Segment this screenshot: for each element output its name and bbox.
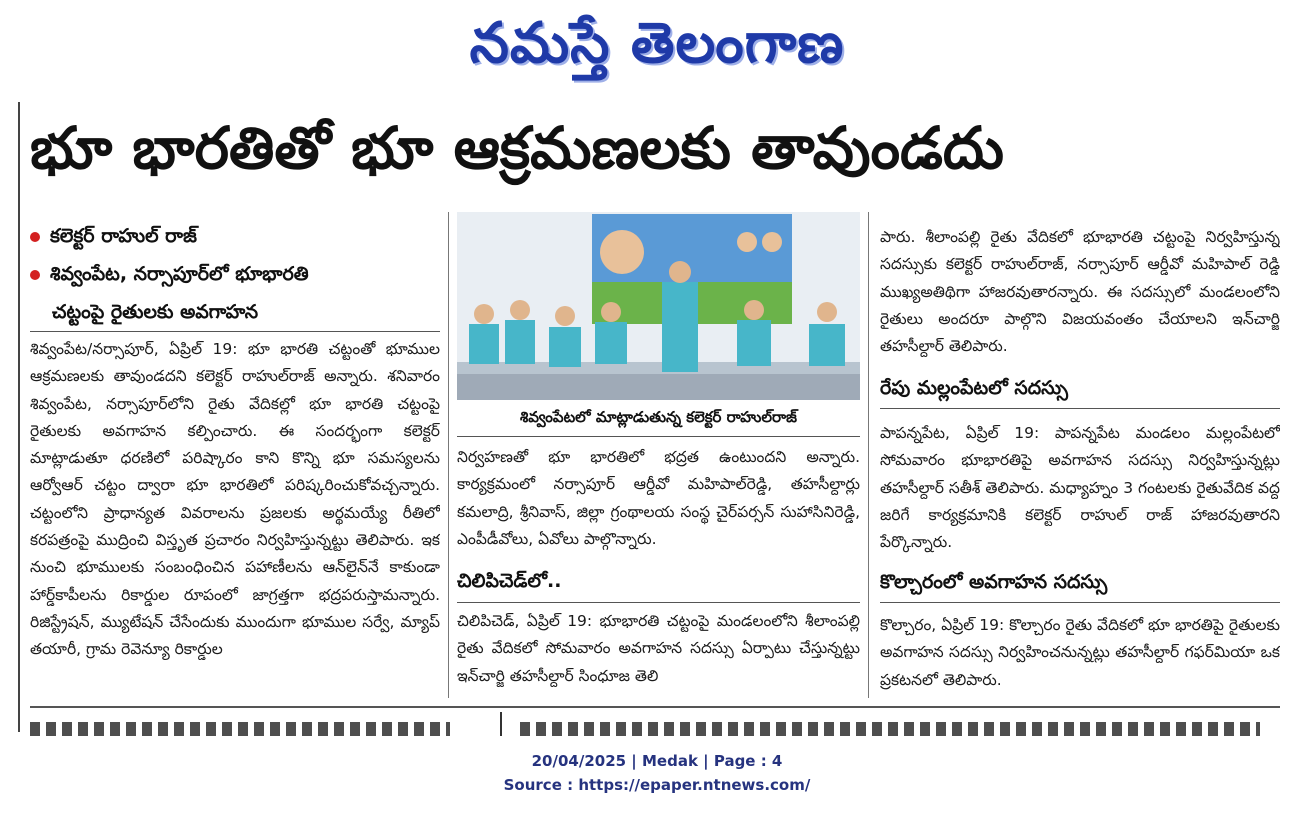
subhead-divider-3a xyxy=(880,408,1280,409)
column-divider-1 xyxy=(448,212,449,698)
footer-date-page: 20/04/2025 | Medak | Page : 4 xyxy=(531,752,783,770)
headline: భూ భారతితో భూ ఆక్రమణలకు తావుండదు xyxy=(30,114,1004,182)
subhead-chilipiched: చిలిపిచెడ్‌లో.. xyxy=(457,570,562,592)
article-column-3-part-3: కొల్చారం, ఏప్రిల్ 19: కొల్చారం రైతు వేదికలో భూ భారతిపై రైతులకు అవగాహన సదస్సు నిర్వహించనున్నట్లు తహసీల్దార్ గఫర్‌మియా ఒక ప్రకటనలో తెలిపారు. xyxy=(880,616,1280,689)
article-column-2-part-1: నిర్వహణతో భూ భారతిలో భద్రత ఉంటుందని అన్నారు. కార్యక్రమంలో నర్సాపూర్ ఆర్డీవో మహిపాల్‌రెడ్డి, తహసీల్దార్లు కమలాద్రి, శ్రీనివాస్, జిల్లా గ్రంథాలయ సంస్థ చైర్‌పర్సన్ సుహాసినిరెడ్డి, ఎంపీడీవోలు, ఏవోలు పాల్గొన్నారు. xyxy=(457,448,860,548)
bottom-rule xyxy=(30,706,1280,708)
article-column-2-part-2: చిలిపిచెడ్, ఏప్రిల్ 19: భూభారతి చట్టంపై మండలంలోని శీలాంపల్లి రైతు వేదికలో సోమవారం అవగాహన సదస్సు ఏర్పాటు చేస్తున్నట్టు ఇన్‌చార్జి తహసీల్దార్ సింధూజ తెలి xyxy=(457,612,860,685)
bullet-collector xyxy=(30,221,197,251)
bullet-text-2-cont: చట్టంపై రైతులకు అవగాహన xyxy=(52,301,259,323)
photo-caption: శివ్వంపేటలో మాట్లాడుతున్న కలెక్టర్ రాహుల్‌రాజ్ xyxy=(520,408,797,426)
cut-off-next-headline-right xyxy=(520,722,1260,736)
bottom-divider xyxy=(500,712,502,736)
column-divider-2 xyxy=(868,212,869,698)
masthead-logo: నమస్తే తెలంగాణ xyxy=(469,10,845,76)
subhead-divider-2 xyxy=(457,602,860,603)
subhead-mallampet: రేపు మల్లంపేటలో సదస్సు xyxy=(880,377,1068,399)
bullet-dot-icon xyxy=(30,270,40,280)
cut-off-next-headline-left xyxy=(30,722,450,736)
bullet-awareness xyxy=(30,259,309,289)
subhead-kolcharam: కొల్చారంలో అవగాహన సదస్సు xyxy=(880,571,1108,593)
subhead-divider-3b xyxy=(880,602,1280,603)
article-column-3-part-1: పారు. శీలాంపల్లి రైతు వేదికలో భూభారతి చట్టంపై నిర్వహిస్తున్న సదస్సుకు కలెక్టర్ రాహుల్‌రాజ్, నర్సాపూర్ ఆర్డీవో మహిపాల్ రెడ్డి ముఖ్యఅతిథిగా హాజరవుతారన్నారు. ఈ సదస్సులో మండలంలోని రైతులు అందరూ పాల్గొని విజయవంతం చేయాలని ఇన్‌చార్జి తహసీల్దార్ తెలిపారు. xyxy=(880,228,1280,356)
bullet-text-1: కలెక్టర్ రాహుల్ రాజ్ xyxy=(50,225,197,247)
bullet-dot-icon xyxy=(30,232,40,242)
article-column-3-part-2: పాపన్నపేట, ఏప్రిల్ 19: పాపన్నపేట మండలం మల్లంపేటలో సోమవారం భూభారతిపై అవగాహన సదస్సు నిర్వహిస్తున్నట్లు తహసీల్దార్ సతీశ్ తెలిపారు. మధ్యాహ్నం 3 గంటలకు రైతువేదిక వద్ద జరిగే కార్యక్రమానికి కలెక్టర్ రాహుల్ రాజ్ హాజరవుతారని పేర్కొన్నారు. xyxy=(880,424,1280,552)
bullet-text-2: శివ్వంపేట, నర్సాపూర్‌లో భూభారతి xyxy=(50,263,309,285)
article-column-1: శివ్వంపేట/నర్సాపూర్, ఏప్రిల్ 19: భూ భారతి చట్టంతో భూముల ఆక్రమణలకు తావుండదని కలెక్టర్ రాహుల్‌రాజ్ అన్నారు. శనివారం శివ్వంపేట, నర్సాపూర్‌లోని రైతు వేదికల్లో భూ భారతి చట్టంపై రైతులకు అవగాహన కల్పించారు. ఈ సందర్భంగా కలెక్టర్ మాట్లాడుతూ ధరణిలో పరిష్కారం కాని కొన్ని భూ సమస్యలను ఆర్వోఆర్ చట్టం ద్వారా భూ భారతిలో పరిష్కరించుకోవచ్చన్నారు. చట్టంలోని ప్రాధాన్యత వివరాలను ప్రజలకు అర్థమయ్యే రీతిలో కరపత్రంపై ముద్రించి విస్తృత ప్రచారం నిర్వహిస్తున్నట్టు తెలిపారు. ఇక నుంచి భూములకు సంబంధించిన పహాణీలను ఆన్‌లైన్‌నే కాకుండా హార్డ్‌కాపీలను రికార్డుల రూపంలో జాగ్రత్తగా భద్రపరుస్తామన్నారు. రిజిస్ట్రేషన్, మ్యుటేషన్ చేసేందుకు ముందుగా భూముల సర్వే, మ్యాప్ తయారీ, గ్రామ రెవెన్యూ రికార్డుల xyxy=(30,340,440,659)
bullet-divider xyxy=(30,331,440,332)
footer-source: Source : https://epaper.ntnews.com/ xyxy=(503,776,811,794)
event-photo xyxy=(457,212,860,400)
caption-divider xyxy=(457,436,860,437)
event-photo-illustration xyxy=(457,212,860,400)
